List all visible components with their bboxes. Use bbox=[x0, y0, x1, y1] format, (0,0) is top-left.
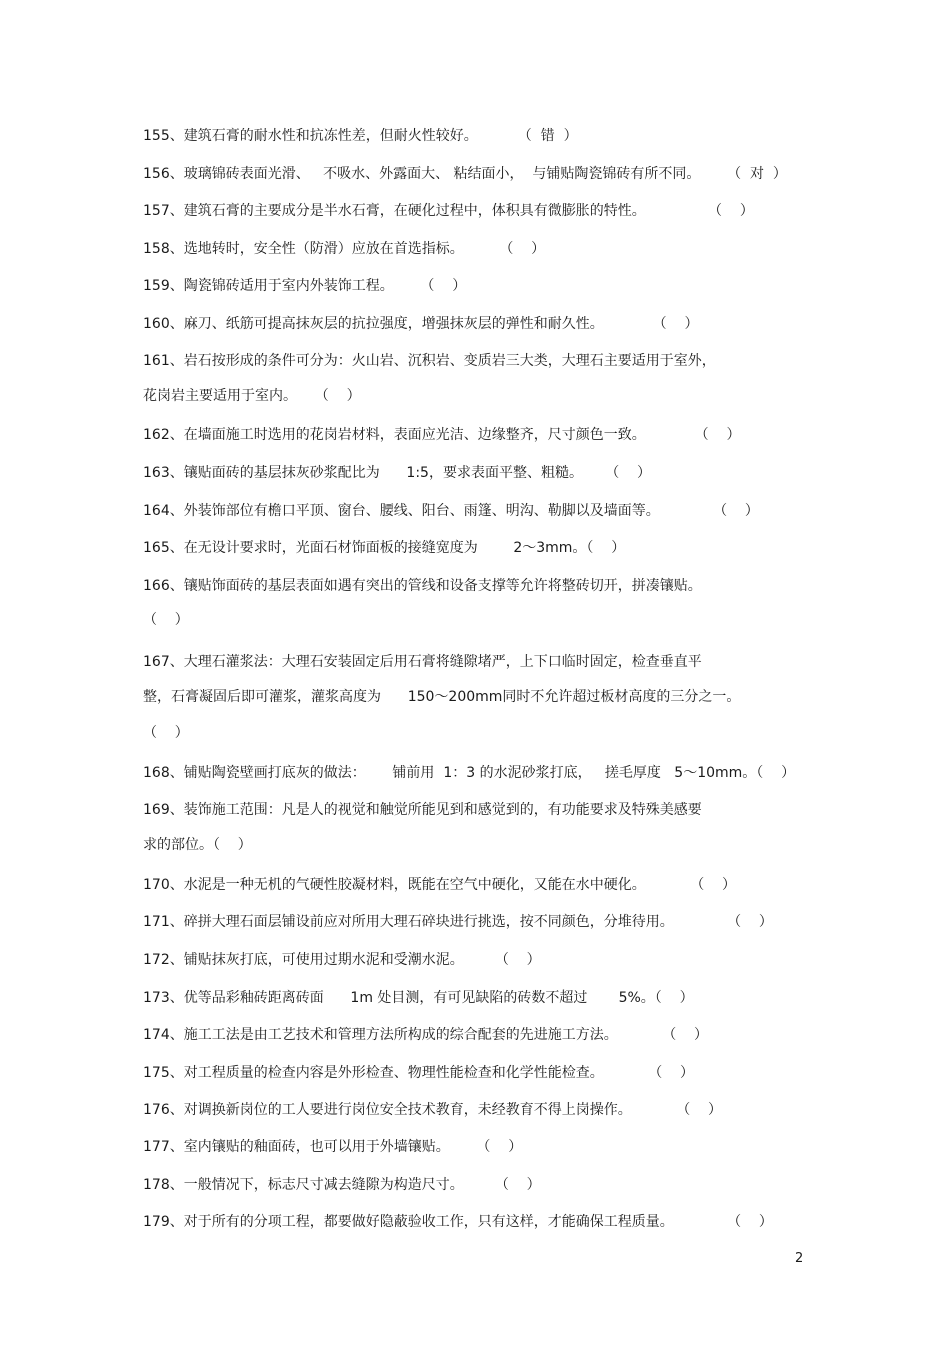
question-158: 158、选地转时，安全性（防滑）应放在首选指标。 （ ） bbox=[143, 241, 546, 257]
question-167-line2: 整，石膏凝固后即可灌浆，灌浆高度为 150～200mm同时不允许超过板材高度的三分之一。 bbox=[143, 689, 741, 705]
question-176: 176、对调换新岗位的工人要进行岗位安全技术教育，未经教育不得上岗操作。 （ ） bbox=[143, 1102, 723, 1118]
question-156: 156、玻璃锦砖表面光滑、 不吸水、外露面大、 粘结面小， 与铺贴陶瓷锦砖有所不同。 （ 对 ） bbox=[143, 166, 787, 182]
question-167-line1: 167、大理石灌浆法：大理石安装固定后用石膏将缝隙堵严，上下口临时固定，检查垂直平 bbox=[143, 654, 702, 670]
question-165: 165、在无设计要求时，光面石材饰面板的接缝宽度为 2～3mm。（ ） bbox=[143, 540, 626, 556]
question-169-line2: 求的部位。（ ） bbox=[143, 837, 252, 853]
question-174: 174、施工工法是由工艺技术和管理方法所构成的综合配套的先进施工方法。 （ ） bbox=[143, 1027, 709, 1043]
question-159: 159、陶瓷锦砖适用于室内外装饰工程。 （ ） bbox=[143, 278, 467, 294]
question-169-line1: 169、装饰施工范围：凡是人的视觉和触觉所能见到和感觉到的，有功能要求及特殊美感要 bbox=[143, 802, 702, 818]
question-164: 164、外装饰部位有檐口平顶、窗台、腰线、阳台、雨篷、明沟、勒脚以及墙面等。 （ ） bbox=[143, 503, 759, 519]
question-172: 172、铺贴抹灰打底，可使用过期水泥和受潮水泥。 （ ） bbox=[143, 952, 541, 968]
question-160: 160、麻刀、纸筋可提高抹灰层的抗拉强度，增强抹灰层的弹性和耐久性。 （ ） bbox=[143, 316, 699, 332]
question-162: 162、在墙面施工时选用的花岗岩材料，表面应光洁、边缘整齐，尺寸颜色一致。 （ ） bbox=[143, 427, 741, 443]
question-179: 179、对于所有的分项工程，都要做好隐蔽验收工作，只有这样，才能确保工程质量。 （ ） bbox=[143, 1214, 773, 1230]
question-161-line2: 花岗岩主要适用于室内。 （ ） bbox=[143, 388, 361, 404]
question-161-line1: 161、岩石按形成的条件可分为：火山岩、沉积岩、变质岩三大类，大理石主要适用于室外， bbox=[143, 353, 716, 369]
question-166-line2: （ ） bbox=[143, 612, 189, 628]
question-178: 178、一般情况下，标志尺寸减去缝隙为构造尺寸。 （ ） bbox=[143, 1177, 541, 1193]
page-number: 2 bbox=[795, 1251, 804, 1266]
question-166-line1: 166、镶贴饰面砖的基层表面如遇有突出的管线和设备支撑等允许将整砖切开，拼凑镶贴。 bbox=[143, 578, 702, 594]
question-155: 155、建筑石膏的耐水性和抗冻性差，但耐火性较好。 （ 错 ） bbox=[143, 128, 578, 144]
question-171: 171、碎拼大理石面层铺设前应对所用大理石碎块进行挑选，按不同颜色，分堆待用。 （ ） bbox=[143, 914, 773, 930]
question-170: 170、水泥是一种无机的气硬性胶凝材料，既能在空气中硬化，又能在水中硬化。 （ ） bbox=[143, 877, 737, 893]
question-168: 168、铺贴陶瓷壁画打底灰的做法： 铺前用 1：3 的水泥砂浆打底， 搓毛厚度 5～10mm。（ ） bbox=[143, 765, 796, 781]
question-163: 163、镶贴面砖的基层抹灰砂浆配比为 1:5，要求表面平整、粗糙。 （ ） bbox=[143, 465, 652, 481]
question-177: 177、室内镶贴的釉面砖，也可以用于外墙镶贴。 （ ） bbox=[143, 1139, 523, 1155]
question-157: 157、建筑石膏的主要成分是半水石膏，在硬化过程中，体积具有微膨胀的特性。 （ ） bbox=[143, 203, 754, 219]
question-175: 175、对工程质量的检查内容是外形检查、物理性能检查和化学性能检查。 （ ） bbox=[143, 1065, 695, 1081]
question-173: 173、优等品彩釉砖距离砖面 1m 处目测，有可见缺陷的砖数不超过 5%。（ ） bbox=[143, 990, 694, 1006]
question-167-line3: （ ） bbox=[143, 725, 189, 741]
